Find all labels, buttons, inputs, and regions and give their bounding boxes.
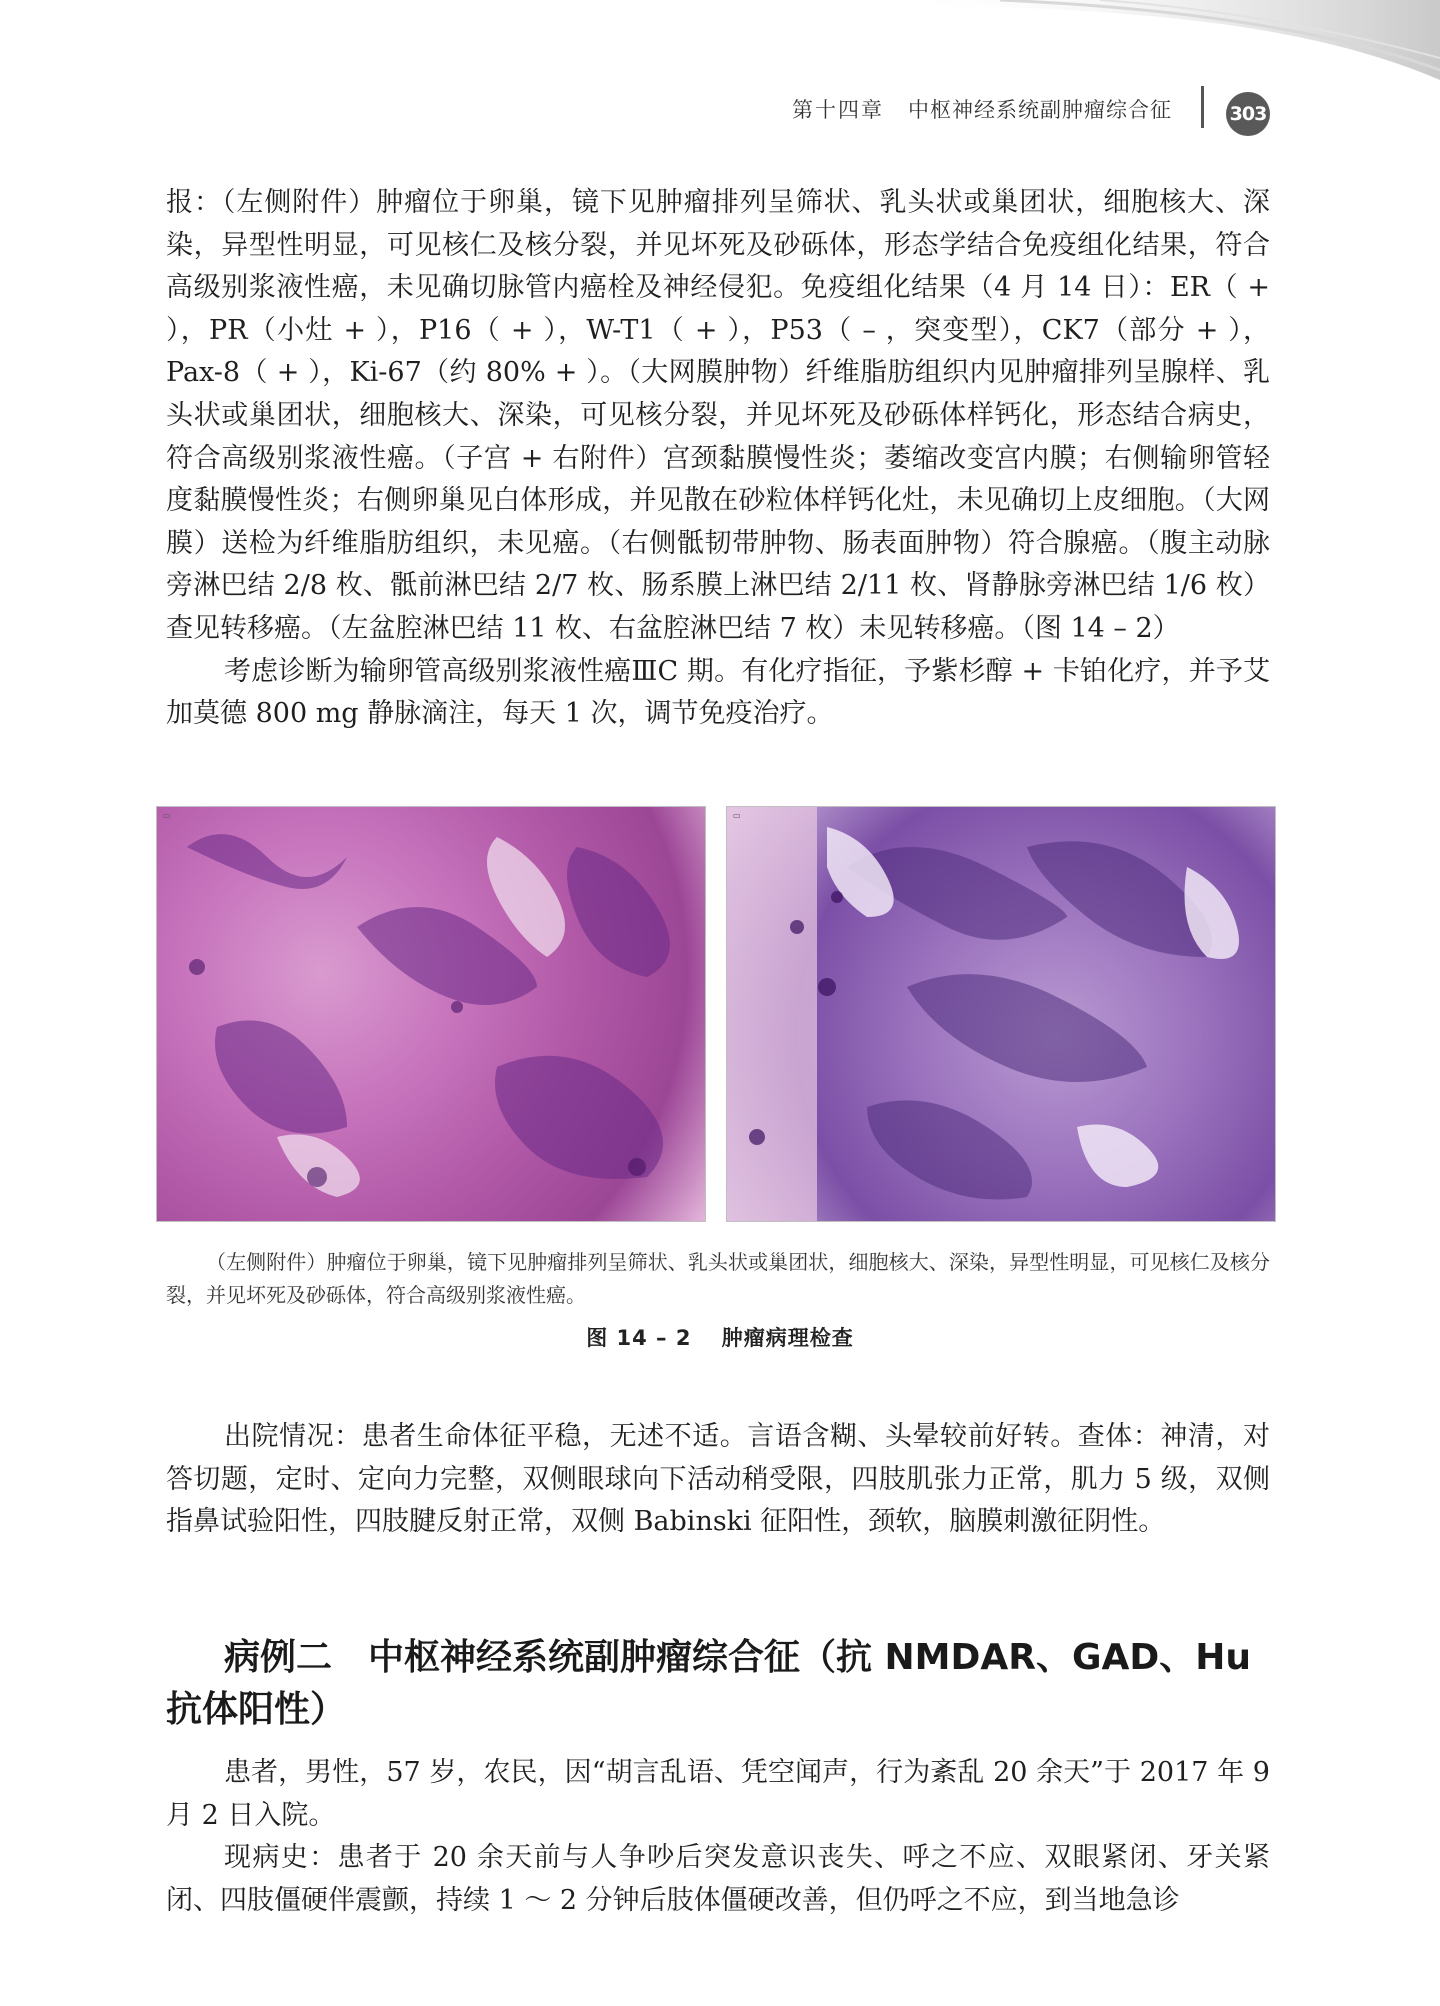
- scale-tag-icon: ▭: [733, 811, 741, 820]
- body-section-3: [166, 1752, 1270, 1922]
- paragraph-patient-intro: 患者，男性，57 岁，农民，因“胡言乱语、凭空闻声，行为紊乱 20 余天”于 2017 年 9 月 2 日入院。: [166, 1757, 1270, 1831]
- figure-title-text: 肿瘤病理检查: [721, 1326, 854, 1350]
- paragraph-pathology-report: 报：（左侧附件）肿瘤位于卵巢，镜下见肿瘤排列呈筛状、乳头状或巢团状，细胞核大、深染，异型性明显，可见核仁及核分裂，并见坏死及砂砾体，形态学结合免疫组化结果，符合高级别浆液性癌，未见确切脉管内癌栓及神经侵犯。免疫组化结果（4 月 14 日）：ER（ + ），PR（小灶 + ），P16（ + ），W-T1（ + ），P53（ – ，突变型），CK7（部分 + ），Pax-8（ + ），Ki-67（约 80% + ）。（大网膜肿物）纤维脂肪组织内见肿瘤排列呈腺样、乳头状或巢团状，细胞核大、深染，可见核分裂，并见坏死及砂砾体样钙化，形态结合病史，符合高级别浆液性癌。（子宫 + 右附件）宫颈黏膜慢性炎；萎缩改变宫内膜；右侧输卵管轻度黏膜慢性炎；右侧卵巢见白体形成，并见散在砂粒体样钙化灶，未见确切上皮细胞。（大网膜）送检为纤维脂肪组织，未见癌。（右侧骶韧带肿物、肠表面肿物）符合腺癌。（腹主动脉旁淋巴结 2/8 枚、骶前淋巴结 2/7 枚、肠系膜上淋巴结 2/11 枚、肾静脉旁淋巴结 1/6 枚）查见转移癌。（左盆腔淋巴结 11 枚、右盆腔淋巴结 7 枚）未见转移癌。（图 14 – 2）: [166, 187, 1270, 644]
- scale-tag-icon: ▭: [163, 811, 171, 820]
- figure-caption: [166, 1246, 1270, 1312]
- caption-text: （左侧附件）肿瘤位于卵巢，镜下见肿瘤排列呈筛状、乳头状或巢团状，细胞核大、深染，异型性明显，可见核仁及核分裂，并见坏死及砂砾体，符合高级别浆液性癌。: [166, 1250, 1270, 1307]
- header-divider: [1201, 86, 1204, 128]
- running-header: [792, 94, 1172, 124]
- chapter-title: 中枢神经系统副肿瘤综合征: [908, 98, 1172, 122]
- figure-title: [0, 1322, 1440, 1352]
- paragraph-present-history: 现病史：患者于 20 余天前与人争吵后突发意识丧失、呼之不应、双眼紧闭、牙关紧闭、四肢僵硬伴震颤，持续 1 ～ 2 分钟后肢体僵硬改善，但仍呼之不应，到当地急诊: [166, 1842, 1270, 1916]
- header-decoration: [880, 0, 1440, 90]
- chapter-number: 第十四章: [792, 98, 884, 122]
- page-number: 303: [1226, 92, 1270, 136]
- paragraph-diagnosis: 考虑诊断为输卵管高级别浆液性癌ⅢC 期。有化疗指征，予紫杉醇 + 卡铂化疗，并予艾加莫德 800 mg 静脉滴注，每天 1 次，调节免疫治疗。: [166, 655, 1270, 730]
- case-number: 病例二: [224, 1637, 333, 1678]
- case-title: 中枢神经系统副肿瘤综合征（抗 NMDAR、GAD、Hu 抗体阳性）: [166, 1637, 1252, 1730]
- paragraph-discharge: 出院情况：患者生命体征平稳，无述不适。言语含糊、头晕较前好转。查体：神清，对答切题，定时、定向力完整，双侧眼球向下活动稍受限，四肢肌张力正常，肌力 5 级，双侧指鼻试验阳性，四肢腱反射正常，双侧 Babinski 征阳性，颈软，脑膜刺激征阴性。: [166, 1421, 1270, 1538]
- section-heading: [166, 1632, 1270, 1736]
- histology-image-right: [726, 806, 1276, 1222]
- histology-image-left: [156, 806, 706, 1222]
- body-section-1: [166, 182, 1270, 736]
- body-section-2: [166, 1416, 1270, 1544]
- figure-label: 图 14 – 2: [586, 1326, 692, 1350]
